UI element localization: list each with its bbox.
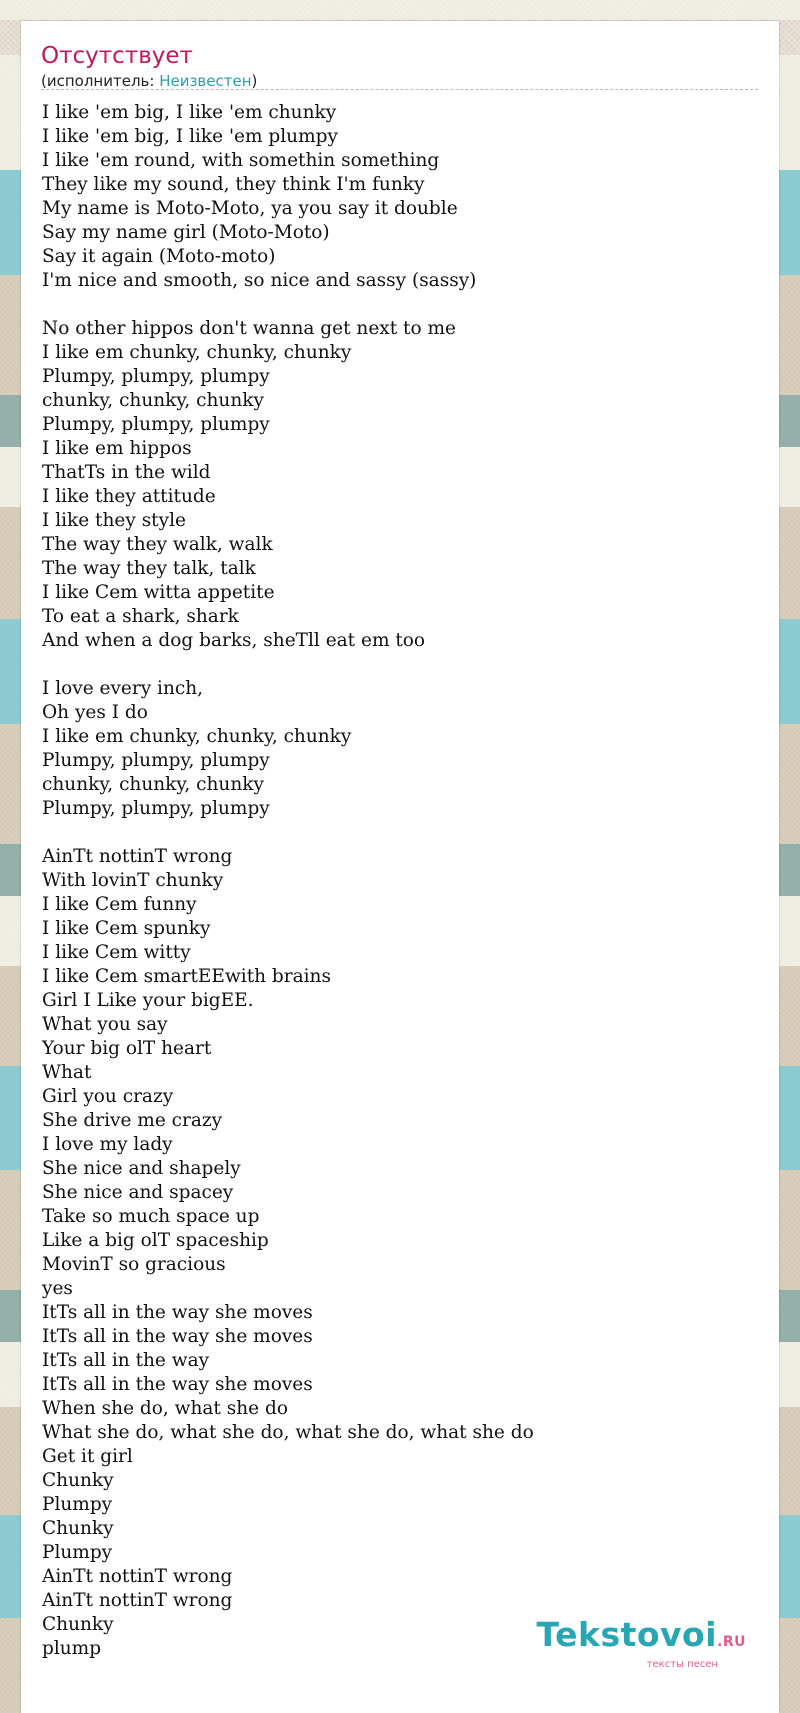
lyric-line: Get it girl bbox=[42, 1446, 133, 1467]
lyric-line: I like Cem smartEEwith brains bbox=[42, 966, 331, 987]
lyric-line: What bbox=[42, 1062, 92, 1083]
lyric-line: She nice and shapely bbox=[42, 1158, 241, 1179]
lyric-line: No other hippos don't wanna get next to me bbox=[42, 318, 456, 339]
lyric-line: I like 'em big, I like 'em plumpy bbox=[42, 126, 338, 147]
lyric-line: I like 'em big, I like 'em chunky bbox=[42, 102, 337, 123]
lyric-line: I like em hippos bbox=[42, 438, 192, 459]
lyric-line: Plumpy, plumpy, plumpy bbox=[42, 414, 270, 435]
lyric-line: ItTs all in the way she moves bbox=[42, 1326, 313, 1347]
lyric-line: Chunky bbox=[42, 1518, 114, 1539]
lyric-line: Plumpy bbox=[42, 1494, 113, 1515]
lyric-line: Say my name girl (Moto-Moto) bbox=[42, 222, 330, 243]
lyric-line: I like they style bbox=[42, 510, 186, 531]
lyric-line: ItTs all in the way she moves bbox=[42, 1374, 313, 1395]
lyric-line: Plumpy bbox=[42, 1542, 113, 1563]
lyric-line: ThatTs in the wild bbox=[42, 462, 211, 483]
page-title: Отсутствует bbox=[41, 43, 193, 69]
lyric-line: AinTt nottinT wrong bbox=[42, 1590, 233, 1611]
lyric-line: Say it again (Moto-moto) bbox=[42, 246, 276, 267]
lyric-line: I like Cem witty bbox=[42, 942, 191, 963]
divider bbox=[41, 89, 758, 90]
lyric-line: She drive me crazy bbox=[42, 1110, 223, 1131]
lyric-line: MovinT so gracious bbox=[42, 1254, 226, 1275]
lyric-line: She nice and spacey bbox=[42, 1182, 234, 1203]
lyric-line: Chunky bbox=[42, 1614, 114, 1635]
lyric-blank-line bbox=[42, 653, 757, 677]
lyric-line: When she do, what she do bbox=[42, 1398, 288, 1419]
lyric-line: Oh yes I do bbox=[42, 702, 148, 723]
lyric-line: I like 'em round, with somethin something bbox=[42, 150, 440, 171]
lyric-line: AinTt nottinT wrong bbox=[42, 846, 233, 867]
lyric-line: Take so much space up bbox=[42, 1206, 260, 1227]
lyric-line: The way they talk, talk bbox=[42, 558, 256, 579]
lyric-line: My name is Moto-Moto, ya you say it double bbox=[42, 198, 458, 219]
lyric-line: Plumpy, plumpy, plumpy bbox=[42, 366, 270, 387]
artist-suffix: ) bbox=[251, 72, 258, 90]
logo-wordmark bbox=[536, 1615, 746, 1659]
lyric-line: With lovinT chunky bbox=[42, 870, 224, 891]
lyric-line: ItTs all in the way bbox=[42, 1350, 210, 1371]
lyric-line: Plumpy, plumpy, plumpy bbox=[42, 750, 270, 771]
lyric-line: Plumpy, plumpy, plumpy bbox=[42, 798, 270, 819]
lyric-blank-line bbox=[42, 821, 757, 845]
lyric-line: Girl I Like your bigEE. bbox=[42, 990, 254, 1011]
lyric-line: yes bbox=[42, 1278, 73, 1299]
lyric-blank-line bbox=[42, 293, 757, 317]
lyric-line: chunky, chunky, chunky bbox=[42, 774, 264, 795]
lyric-line: I love every inch, bbox=[42, 678, 204, 699]
lyric-line: I like they attitude bbox=[42, 486, 216, 507]
lyric-line: Girl you crazy bbox=[42, 1086, 174, 1107]
lyric-line: I like em chunky, chunky, chunky bbox=[42, 726, 352, 747]
lyric-line: They like my sound, they think I'm funky bbox=[42, 174, 425, 195]
lyric-line: Like a big olT spaceship bbox=[42, 1230, 269, 1251]
lyric-line: To eat a shark, shark bbox=[42, 606, 239, 627]
lyric-line: ItTs all in the way she moves bbox=[42, 1302, 313, 1323]
logo-suffix: .RU bbox=[717, 1634, 746, 1650]
lyric-line: chunky, chunky, chunky bbox=[42, 390, 264, 411]
artist-prefix: (исполнитель: bbox=[41, 72, 160, 90]
lyric-line: What you say bbox=[42, 1014, 168, 1035]
lyric-line: And when a dog barks, sheTll eat em too bbox=[42, 630, 426, 651]
lyrics-card bbox=[21, 21, 779, 1713]
artist-line bbox=[41, 71, 257, 91]
lyrics-text bbox=[42, 101, 757, 1661]
artist-link[interactable]: Неизвестен bbox=[159, 72, 252, 90]
lyric-line: Your big olT heart bbox=[42, 1038, 212, 1059]
logo-main-text: Tekstovoi bbox=[536, 1615, 718, 1654]
lyric-line: I'm nice and smooth, so nice and sassy (sassy) bbox=[42, 270, 477, 291]
lyric-line: I like Cem witta appetite bbox=[42, 582, 275, 603]
lyric-line: What she do, what she do, what she do, what she do bbox=[42, 1422, 534, 1443]
lyric-line: The way they walk, walk bbox=[42, 534, 273, 555]
site-logo[interactable] bbox=[536, 1615, 746, 1671]
lyric-line: I like em chunky, chunky, chunky bbox=[42, 342, 352, 363]
lyric-line: I like Cem funny bbox=[42, 894, 197, 915]
lyric-line: I love my lady bbox=[42, 1134, 173, 1155]
lyric-line: I like Cem spunky bbox=[42, 918, 211, 939]
lyric-line: plump bbox=[42, 1638, 102, 1659]
lyric-line: AinTt nottinT wrong bbox=[42, 1566, 233, 1587]
lyric-line: Chunky bbox=[42, 1470, 114, 1491]
logo-tagline: тексты песен bbox=[646, 1659, 718, 1670]
